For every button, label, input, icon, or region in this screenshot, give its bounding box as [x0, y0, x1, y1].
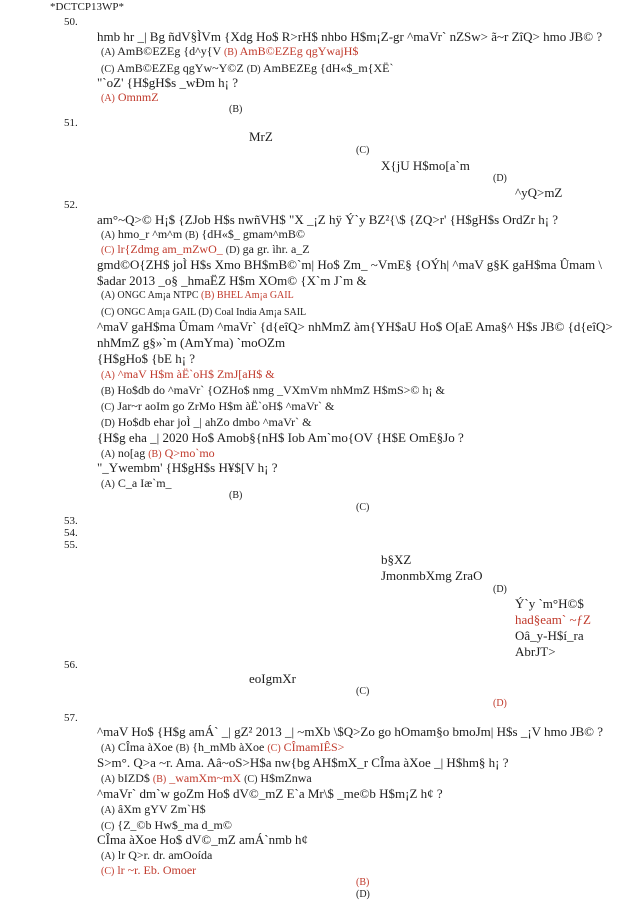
question-number-54: 54. — [64, 527, 78, 539]
q50-options-row2 — [101, 62, 394, 75]
question-50-stem: hmb hr _| Bg ñdV§ÌVm {Xdg Ho$ R>rH$ nhbo H$m¡Z-gr ^maVr` nZSw> ã~r ZîQ> hmo JB© ? — [97, 29, 603, 44]
question-57-line2: S>m°. Q>a ~r. Ama. Aâ~oS>H$a nw{bg AH$mX_r CÎma àXoe _| H$hm§ h¡ ? — [97, 755, 509, 770]
option-label: (D) — [198, 307, 213, 318]
q51-word2: X{jU H$mo[a`m — [381, 158, 470, 173]
option-label: (A) — [101, 479, 115, 490]
option-label-b: (B) — [356, 877, 370, 888]
q52-options-row2 — [101, 243, 310, 256]
option-text: BHEL Am¡a GAIL — [216, 290, 294, 301]
option-label: (D) — [246, 64, 261, 75]
option-label-c: (C) — [356, 686, 370, 697]
question-number-51: 51. — [64, 117, 78, 129]
option-label: (A) — [101, 774, 115, 785]
q50-options-row1 — [101, 45, 358, 58]
question-number-56: 56. — [64, 659, 78, 671]
option-label: (B) — [223, 47, 238, 58]
option-text: ONGC Am¡a GAIL — [116, 307, 196, 318]
q52-options2-row2 — [101, 308, 306, 318]
option-text: OmnmZ — [117, 90, 159, 104]
option-label: (C) — [101, 402, 115, 413]
q57-option-c3 — [101, 819, 232, 832]
q57-option-a3 — [101, 803, 206, 816]
question-number-57: 57. — [64, 712, 78, 724]
option-text: hmo_r ^m^m — [117, 227, 183, 241]
q52-options-row1 — [101, 228, 305, 241]
option-text: CÎma àXoe — [117, 740, 173, 754]
option-text: {h_mMb àXoe — [192, 740, 265, 754]
option-text: ga gr. ìhr. a_Z — [242, 242, 310, 256]
option-label: (A) — [101, 805, 115, 816]
q57-options — [101, 741, 344, 754]
q52-options4 — [101, 477, 172, 490]
option-label-d: (D) — [356, 889, 370, 900]
option-label-c: (C) — [356, 145, 370, 156]
option-label: (D) — [101, 418, 115, 429]
option-text: no[ag — [117, 446, 146, 460]
option-label: (B) — [148, 449, 162, 460]
option-label: (A) — [101, 93, 115, 104]
option-label: (A) — [101, 851, 115, 862]
option-label-c: (C) — [356, 502, 370, 513]
q50-answer — [101, 91, 159, 104]
option-label-b: (B) — [229, 490, 243, 501]
option-label-d: (D) — [493, 173, 507, 184]
question-number-52: 52. — [64, 199, 78, 211]
q52-sub-option-a — [101, 368, 275, 381]
q55-word3: Ý`y `m°H©$ — [515, 596, 584, 611]
option-text: AmB©EZEg qgYwajH$ — [239, 44, 359, 58]
q55-word4: had§eam` ~ƒZ — [515, 612, 591, 627]
question-number-55: 55. — [64, 539, 78, 551]
option-text: AmB©EZEg qgYw~Y©Z — [116, 61, 244, 75]
option-text: Ho$db ehar joÌ _| ahZo dmbo ^maVr` & — [117, 415, 312, 429]
option-label: (C) — [101, 307, 115, 318]
option-label-d: (D) — [493, 698, 507, 709]
option-text: H$mZnwa — [260, 771, 312, 785]
q55-word1: b§XZ — [381, 552, 412, 567]
option-label: (A) — [101, 47, 115, 58]
option-label: (B) — [201, 290, 215, 301]
booklet-code: *DCTCP13WP* — [50, 1, 124, 13]
option-text: _wamXm~mX — [169, 771, 242, 785]
option-text: ^maV H$m àË`oH$ ZmJ[aH$ & — [117, 367, 275, 381]
question-50-line2: "`oZ' {H$gH$s _wÐm h¡ ? — [97, 75, 238, 90]
q55-word2: JmonmbXmg ZraO — [381, 568, 483, 583]
q57-options2 — [101, 772, 312, 785]
option-label: (C) — [101, 821, 115, 832]
option-label: (A) — [101, 449, 115, 460]
option-label: (B) — [185, 230, 199, 241]
q51-word3: ^yQ>mZ — [515, 185, 563, 200]
option-text: {dH«$_ gmam^mB© — [201, 227, 306, 241]
q52-options3 — [101, 447, 215, 460]
option-text: {Z_©b Hw$_ma d_m© — [117, 818, 232, 832]
option-label: (A) — [101, 370, 115, 381]
question-52-line6: {H$gHo$ {bE h¡ ? — [97, 351, 196, 366]
option-label: (B) — [175, 743, 190, 754]
question-52-line4: ^maV gaH$ma Ûmam ^maVr` {d{eîQ> nhMmZ àm{YH$aU Ho$ O[aE Ama§^ H$s JB© {d{eîQ> — [97, 319, 613, 334]
option-text: Q>mo`mo — [164, 446, 215, 460]
option-label: (C) — [101, 64, 115, 75]
option-text: lr ~r. Eb. Omoer — [117, 863, 197, 877]
option-label: (A) — [101, 230, 115, 241]
option-label: (C) — [101, 245, 115, 256]
option-label: (C) — [267, 743, 281, 754]
option-text: Jar~r aoIm go ZrMo H$m àË`oH$ ^maVr` & — [117, 399, 335, 413]
option-label: (B) — [101, 386, 115, 397]
q57-option-a4 — [101, 849, 212, 862]
question-57-stem: ^maV Ho$ {H$g amÁ` _| gZ² 2013 _| ~mXb \$Q>Zo go hOmam§o bmoJm| H$s _¡V hmo JB© ? — [97, 724, 604, 739]
question-52-line5: nhMmZ g§»`m (AmYma) `moOZm — [97, 335, 286, 350]
q52-sub-option-b — [101, 384, 445, 397]
question-52-line8: "_Ywembm' {H$gH$s H¥$[V h¡ ? — [97, 460, 278, 475]
q55-word5: Oâ_y-H$í_ra — [515, 628, 584, 643]
option-label: (A) — [101, 743, 115, 754]
question-number-53: 53. — [64, 515, 78, 527]
option-text: Ho$db do ^maVr` {OZHo$ nmg _VXmVm nhMmZ H$mS>© h¡ & — [117, 383, 445, 397]
q52-sub-option-d — [101, 416, 312, 429]
option-text: AmBEZEg {dH«$_m{XË` — [262, 61, 394, 75]
q52-sub-option-c — [101, 400, 334, 413]
option-text: Coal India Am¡a SAIL — [214, 307, 307, 318]
option-text: CÎmamIÊS> — [283, 740, 345, 754]
option-label-b: (B) — [229, 104, 243, 115]
q56-word1: eoIgmXr — [249, 671, 296, 686]
question-number-50: 50. — [64, 16, 78, 28]
option-text: ONGC Am¡a NTPC — [117, 290, 199, 301]
option-label-d: (D) — [493, 584, 507, 595]
q55-word6: AbrJT> — [515, 644, 556, 659]
question-52-line7: {H$g eha _| 2020 Ho$ Amob§{nH$ Iob Am`mo{OV {H$E OmE§Jo ? — [97, 430, 464, 445]
question-57-line4: CÎma àXoe Ho$ dV©_mZ amÁ`nmb h¢ — [97, 832, 308, 847]
option-text: AmB©EZEg {d^y{V — [117, 44, 221, 58]
question-57-line3: ^maVr` dm`w goZm Ho$ dV©_mZ E`a Mr\$ _me©b H$m¡Z h¢ ? — [97, 786, 443, 801]
question-52-line3: $adar 2013 _o§ _hmaËZ H$m XOm© {X`m J`m & — [97, 273, 367, 288]
option-text: âXm gYV Zm`H$ — [117, 802, 206, 816]
option-label: (B) — [152, 774, 167, 785]
question-52-line2: gmd©O{ZH$ joÌ H$s Xmo BH$mB©`m| Ho$ Zm_ ~VmE§ {OÝh| ^maV g§K gaH$ma Ûmam \ — [97, 257, 602, 272]
option-label: (A) — [101, 290, 115, 301]
option-label: (C) — [244, 774, 258, 785]
option-label: (D) — [225, 245, 240, 256]
option-label: (C) — [101, 866, 115, 877]
option-text: lr{Zdmg am_mZwO_ — [117, 242, 223, 256]
q51-word1: MrZ — [249, 129, 273, 144]
option-text: bIZD$ — [117, 771, 150, 785]
q57-option-c4 — [101, 864, 196, 877]
question-52-stem: am°~Q>© H¡$ {ZJob H$s nwñVH$ "X _¡Z hÿ Ý`y BZ²{\$ {ZQ>r' {H$gH$s OrdZr h¡ ? — [97, 212, 559, 227]
option-text: lr Q>r. dr. amOoída — [117, 848, 213, 862]
q52-options2-row1 — [101, 291, 294, 301]
option-text: C_a Iæ`m_ — [117, 476, 172, 490]
